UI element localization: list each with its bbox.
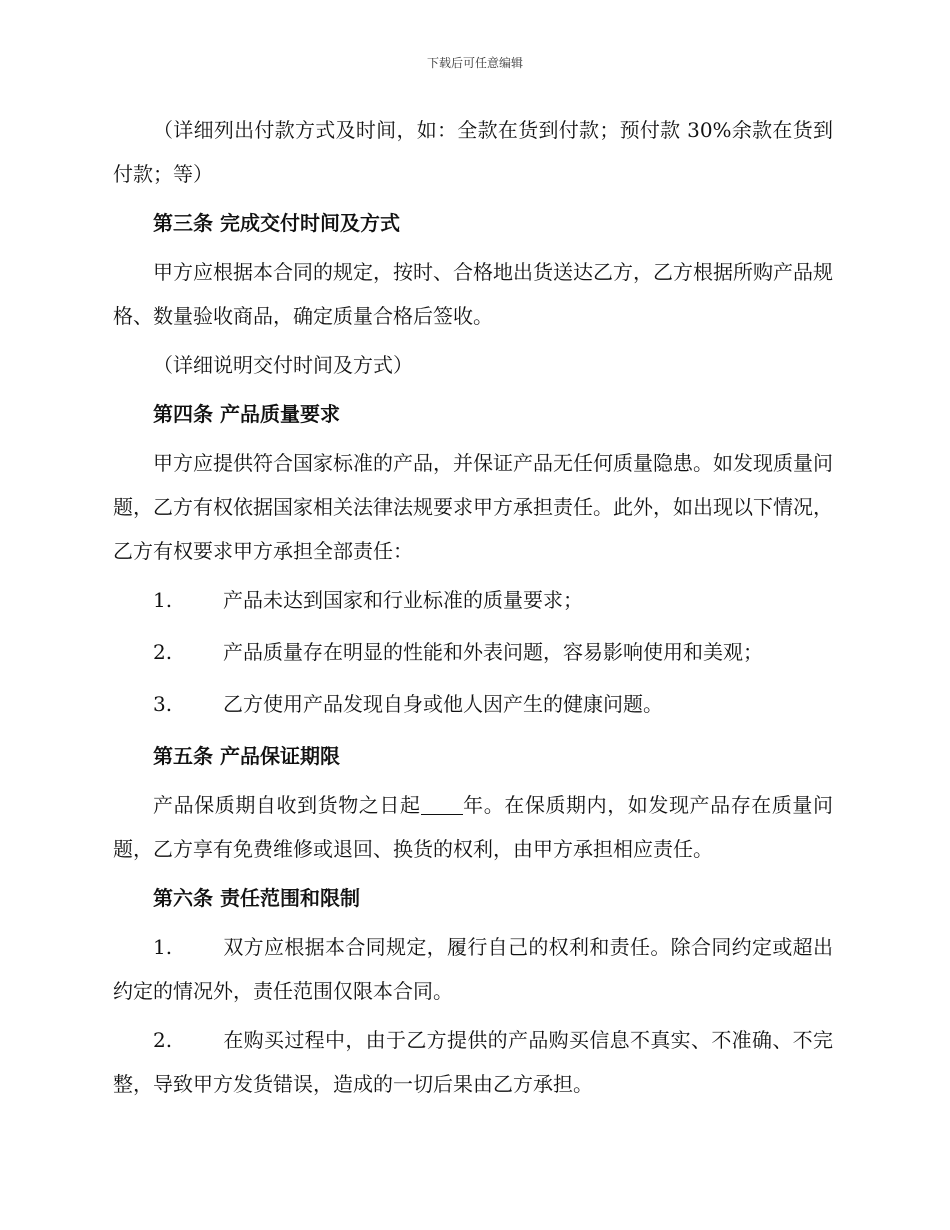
article-3-paragraph: 甲方应根据本合同的规定，按时、合格地出货送达乙方，乙方根据所购产品规格、数量验收商品，确定质量合格后签收。 [113,260,833,328]
list-item-text: 双方应根据本合同规定，履行自己的权利和责任。除合同约定或超出约定的情况外，责任范围仅限本合同。 [113,935,833,1003]
article-4-paragraph: 甲方应提供符合国家标准的产品，并保证产品无任何质量隐患。如发现质量问题，乙方有权依据国家相关法律法规要求甲方承担责任。此外，如出现以下情况，乙方有权要求甲方承担全部责任： [113,451,833,563]
list-item-text: 乙方使用产品发现自身或他人因产生的健康问题。 [223,692,663,716]
page-header: 下载后可任意编辑 [426,56,523,70]
list-item [113,630,833,674]
list-item-text: 产品质量存在明显的性能和外表问题，容易影响使用和美观； [223,640,763,664]
list-item-number: 1. [153,588,173,612]
delivery-note: （详细说明交付时间及方式） [153,353,413,377]
article-4-heading: 第四条 产品质量要求 [153,402,340,426]
article-5-heading: 第五条 产品保证期限 [153,744,340,768]
list-item-number: 2. [153,640,173,664]
warranty-text-after: 年。在保质期内，如发现产品存在质量问题，乙方享有免费维修或退回、换货的权利，由甲方承担相应责任。 [113,793,834,861]
list-item-number: 1. [153,935,173,959]
list-item [113,578,833,622]
list-item-number: 3. [153,692,173,716]
list-item-text: 在购买过程中，由于乙方提供的产品购买信息不真实、不准确、不完整，导致甲方发货错误，造成的一切后果由乙方承担。 [113,1028,833,1096]
list-item [113,925,833,1013]
list-item [113,1018,833,1106]
document-body [113,108,833,1111]
article-3-heading: 第三条 完成交付时间及方式 [153,211,400,235]
fill-in-blank [421,794,463,815]
list-item [113,682,833,726]
payment-note: （详细列出付款方式及时间，如：全款在货到付款；预付款 30%余款在货到付款；等） [113,118,833,186]
article-5-paragraph [113,783,833,871]
warranty-text-before: 产品保质期自收到货物之日起 [153,793,421,817]
list-item-number: 2. [153,1028,173,1052]
list-item-text: 产品未达到国家和行业标准的质量要求； [223,588,583,612]
article-6-heading: 第六条 责任范围和限制 [153,886,360,910]
